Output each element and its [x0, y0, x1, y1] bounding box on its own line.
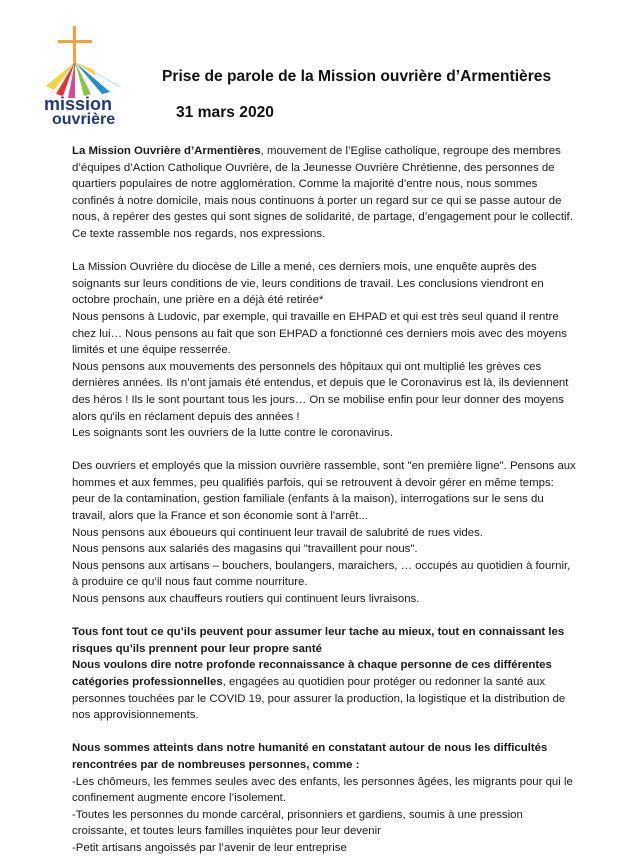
list-item-unemployed: -Les chômeurs, les femmes seules avec des enfants, les personnes âgées, les migrants pour qui le confinement augmente encore l’isolement. — [72, 775, 573, 805]
gratitude-text: , engagées au quotidien pour protéger ou redonner la santé aux personnes touchées par le COVID 19, pour assurer la production, la logistique et la distribution de nos approvisionnements. — [72, 676, 566, 722]
intro-bold: La Mission Ouvrière d’Armentières — [72, 145, 261, 157]
paragraph-truck-drivers: Nous pensons aux chauffeurs routiers qui continuent leurs livraisons. — [72, 593, 420, 606]
paragraph-gratitude — [72, 657, 577, 723]
paragraph-survey: La Mission Ouvrière du diocèse de Lille a mené, ces derniers mois, une enquête auprès des soignants sur leurs conditions de vie, leurs conditions de travail. Les conclusions viendront en octobre prochain, une prière en a déjà été retirée* — [72, 261, 544, 307]
logo-cross — [58, 26, 92, 66]
document-date: 31 mars 2020 — [176, 104, 274, 121]
paragraph-hospitals: Nous pensons aux mouvements des personnels des hôpitaux qui ont multiplié les grèves ces dernières années. Ils n’ont jamais été entendus, et depuis que le Coronavirus est là, ils deviennent des héros ! Ils le sont pourtant tous les jours… On se mobilise enfin pour leur donner des moyens alors qu'ils en réclament depuis des années ! — [72, 360, 569, 423]
paragraph-shop-employees: Nous pensons aux salariés des magasins qui "travaillent pour nous". — [72, 543, 418, 556]
paragraph-ludovic: Nous pensons à Ludovic, par exemple, qui travaille en EHPAD et qui est très seul quand il rentre chez lui… Nous pensons au fait que son EHPAD a fonctionné ces derniers mois avec des moyens limités et une équipe resserrée. — [72, 310, 567, 357]
logo-text-mission: mission — [44, 94, 113, 114]
mission-ouvriere-logo — [42, 24, 138, 126]
paragraph-artisans: Nous pensons aux artisans – bouchers, boulangers, maraichers, … occupés au quotidien à fournir, à produire ce qu’il nous faut comme nourriture. — [72, 559, 571, 589]
document-body — [72, 143, 577, 857]
paragraph-workers: Des ouvriers et employés que la mission ouvrière rassemble, sont "en première ligne". Pensons aux hommes et aux femmes, peu qualifiés parfois, qui se retrouvent à devoir gérer en même temps: peur de la contamination, gestion familiale (enfants à la maison), interrogations sur le sens du travail, alors que la France et son économie sont à l'arrêt... — [72, 460, 576, 523]
paragraph-caregivers: Les soignants sont les ouvriers de la lutte contre le coronavirus. — [72, 427, 394, 440]
gratitude-bold: Nous voulons dire notre profonde reconnaissance à chaque personne de ces différentes catégories professionnelles — [72, 659, 552, 688]
paragraph-garbage-collectors: Nous pensons aux éboueurs qui continuent leur travail de salubrité de rues vides. — [72, 526, 483, 539]
paragraph-risks: Tous font tout ce qu’ils peuvent pour assumer leur tache au mieux, tout en connaissant les risques qu’ils prennent pour leur propre santé — [72, 626, 565, 655]
document-title: Prise de parole de la Mission ouvrière d’Armentières — [162, 68, 552, 85]
paragraph-intro — [72, 143, 577, 243]
list-item-prison: -Toutes les personnes du monde carcéral, prisonniers et gardiens, soumis à une pression croissante, et toutes leurs familles inquiètes pour leur devenir — [72, 808, 523, 838]
logo-rays — [46, 62, 122, 98]
intro-text: , mouvement de l’Eglise catholique, regroupe des membres d’équipes d’Action Catholique Ouvrière, de la Jeunesse Ouvrière Chrétienne, des personnes de quartiers populaires de notre agglomération. Comme la majorité d’entre nous, nous sommes confinés à notre domicile, mais nous continuons à porter un regard sur ce qui se passe autour de nous, à repérer des gestes qui sont signes de solidarité, de partage, d’engagement pour le collectif. Ce texte rassemble nos regards, nos expressions. — [72, 145, 573, 240]
logo-text-ouvriere: ouvrière — [52, 111, 116, 126]
paragraph-difficulties: Nous sommes atteints dans notre humanité en constatant autour de nous les difficultés rencontrées par de nombreuses personnes, comme : — [72, 742, 548, 771]
list-item-small-artisans: -Petit artisans angoissés par l’avenir de leur entreprise — [72, 841, 347, 854]
